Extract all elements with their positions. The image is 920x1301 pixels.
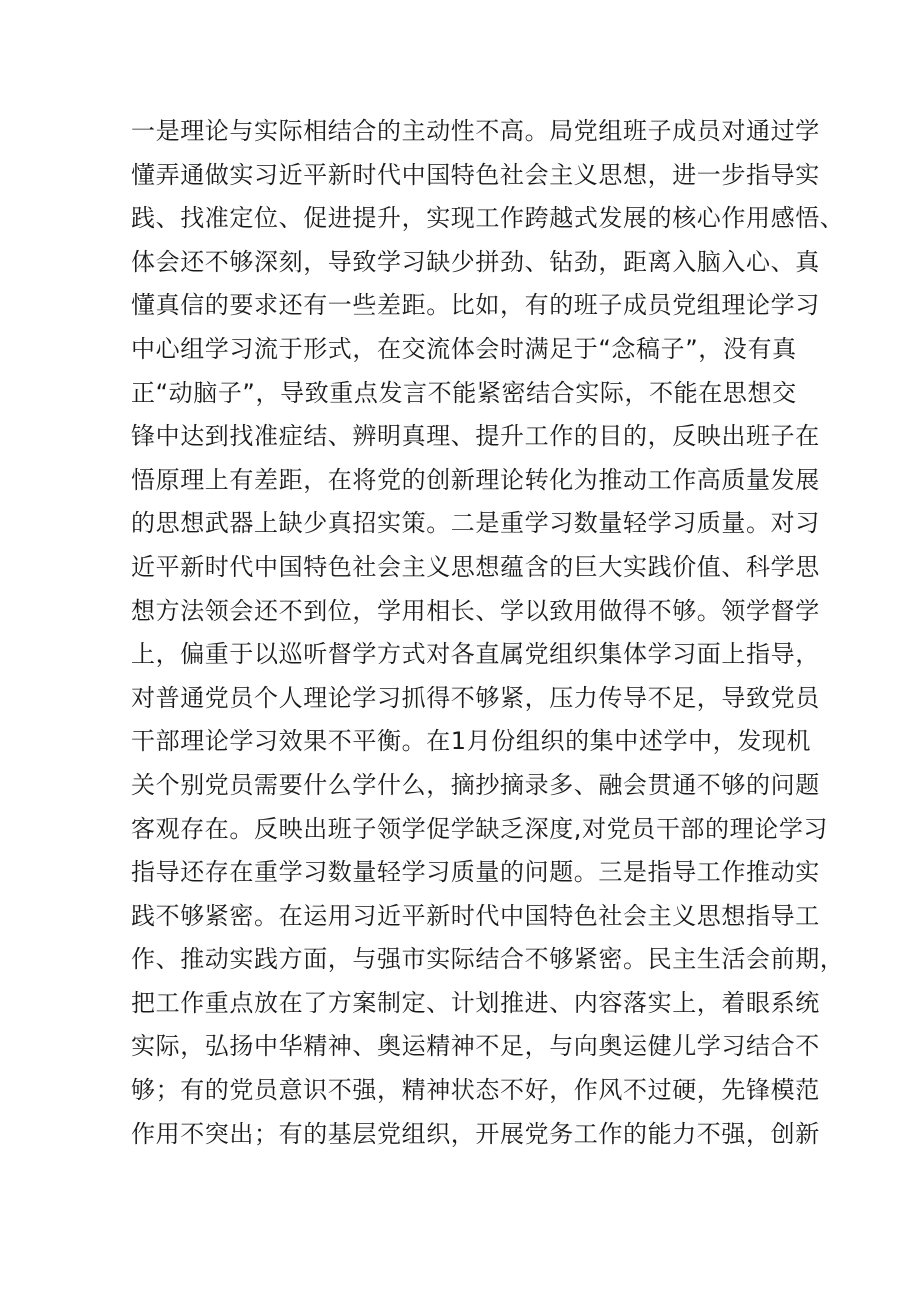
text-line: 正“动脑子”，导致重点发言不能紧密结合实际，不能在思想交 [131,378,797,407]
text-line: 干部理论学习效果不平衡。在1月份组织的集中述学中，发现机 [131,727,812,756]
text-line: 把工作重点放在了方案制定、计划推进、内容落实上，着眼系统 [131,988,820,1017]
text-line: 对普通党员个人理论学习抓得不够紧，压力传导不足，导致党员 [131,683,820,712]
text-line: 悟原理上有差距，在将党的创新理论转化为推动工作高质量发展 [131,465,820,494]
text-line: 近平新时代中国特色社会主义思想蕴含的巨大实践价值、科学思 [131,552,820,581]
text-line: 践、找准定位、促进提升，实现工作跨越式发展的核心作用感悟、 [131,204,845,233]
text-line: 懂真信的要求还有一些差距。比如，有的班子成员党组理论学习 [131,291,820,320]
text-line: 指导还存在重学习数量轻学习质量的问题。三是指导工作推动实 [131,858,820,887]
text-line: 懂弄通做实习近平新时代中国特色社会主义思想，进一步指导实 [131,160,820,189]
text-line: 实际，弘扬中华精神、奥运精神不足，与向奥运健儿学习结合不 [131,1032,820,1061]
text-line: 想方法领会还不到位，学用相长、学以致用做得不够。领学督学 [131,596,820,625]
text-line: 一是理论与实际相结合的主动性不高。局党组班子成员对通过学 [131,117,820,145]
text-line: 体会还不够深刻，导致学习缺少拼劲、钻劲，距离入脑入心、真 [131,247,820,276]
text-line: 践不够紧密。在运用习近平新时代中国特色社会主义思想指导工 [131,901,820,930]
text-line: 关个别党员需要什么学什么，摘抄摘录多、融会贯通不够的问题 [131,770,820,799]
text-line: 作、推动实践方面，与强市实际结合不够紧密。民主生活会前期， [131,945,845,974]
text-line: 的思想武器上缺少真招实策。二是重学习数量轻学习质量。对习 [131,509,820,538]
text-line: 客观存在。反映出班子领学促学缺乏深度,对党员干部的理论学习 [131,814,829,843]
text-line: 作用不突出；有的基层党组织，开展党务工作的能力不强，创新 [131,1119,820,1148]
body-paragraph [131,110,845,1156]
text-line: 中心组学习流于形式，在交流体会时满足于“念稿子”，没有真 [131,334,797,363]
text-line: 够；有的党员意识不强，精神状态不好，作风不过硬，先锋模范 [131,1076,820,1105]
text-line: 锋中达到找准症结、辨明真理、提升工作的目的，反映出班子在 [131,422,820,451]
text-line: 上，偏重于以巡听督学方式对各直属党组织集体学习面上指导， [131,640,820,669]
